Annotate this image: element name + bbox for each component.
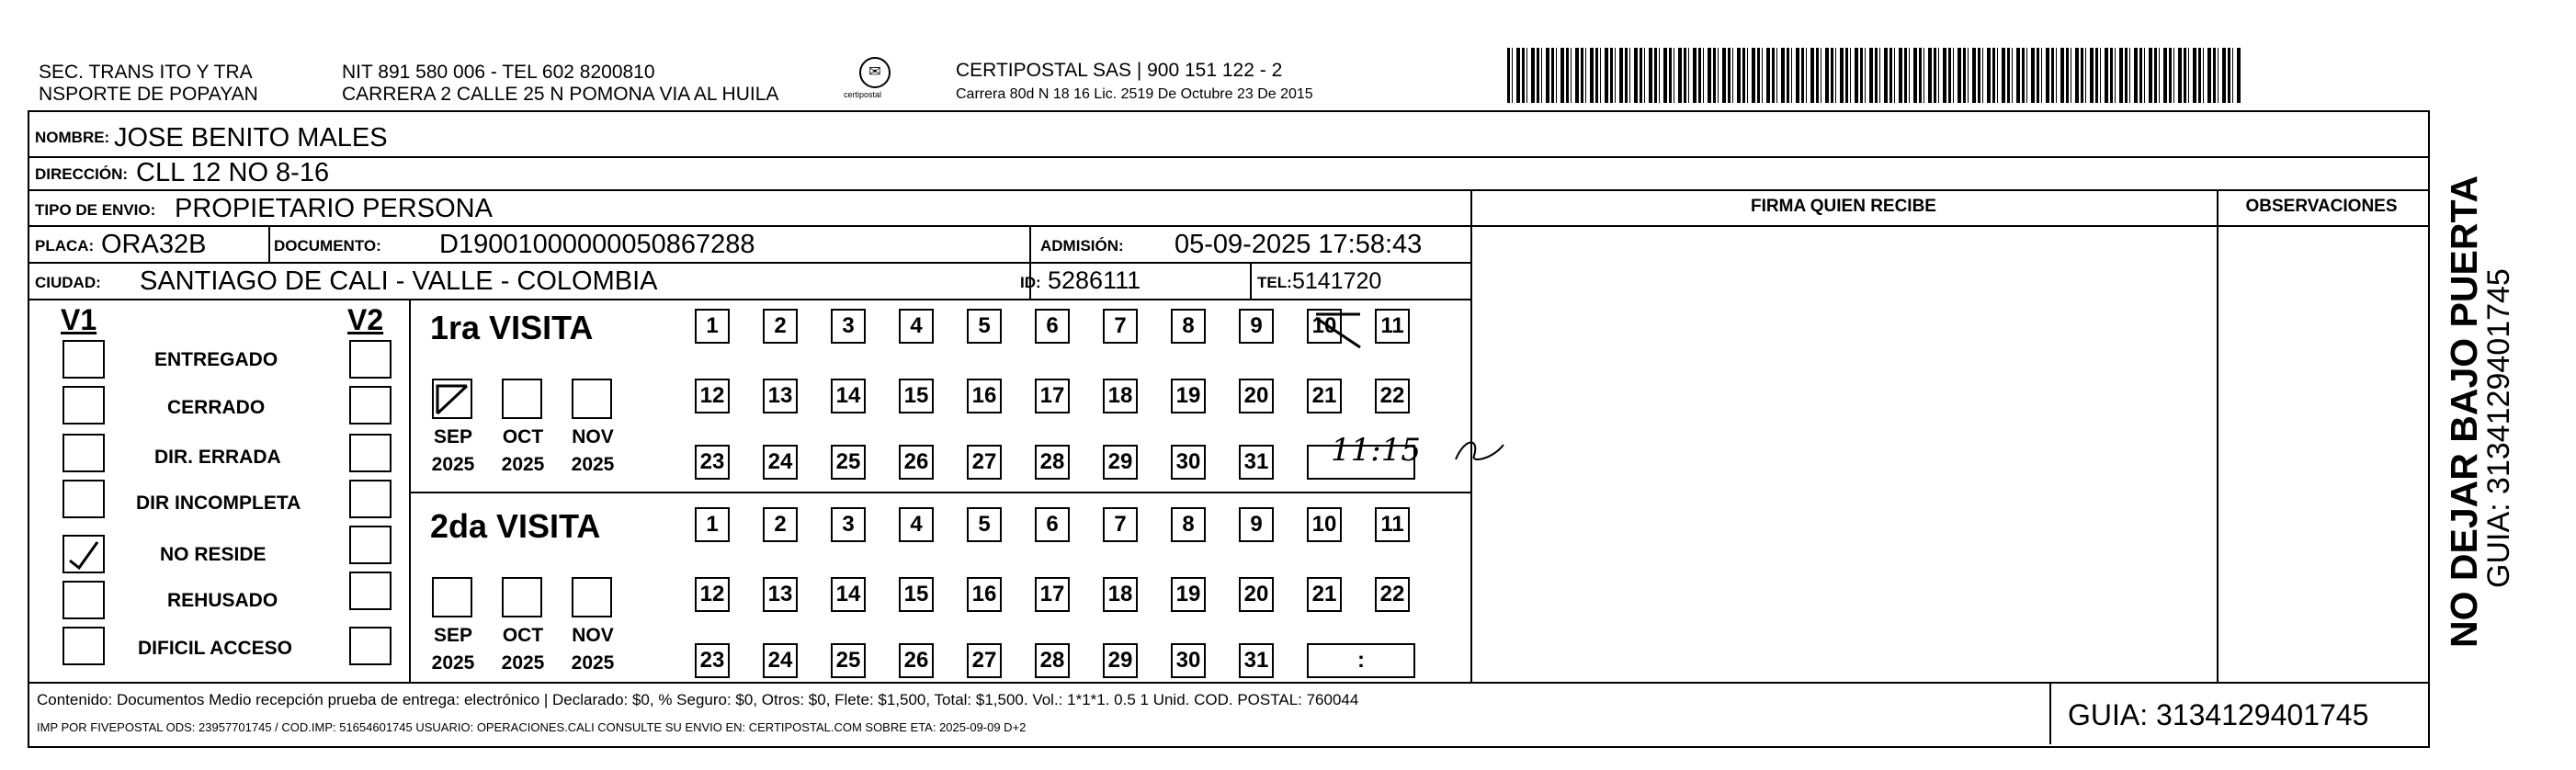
certipostal-logo: ✉ bbox=[859, 57, 891, 88]
day-box[interactable]: 4 bbox=[899, 309, 934, 344]
day-box[interactable]: 27 bbox=[967, 643, 1002, 678]
day-box[interactable]: 13 bbox=[763, 577, 798, 612]
month-checkbox[interactable] bbox=[502, 379, 542, 419]
v2-header: V2 bbox=[347, 303, 384, 336]
day-box[interactable]: 28 bbox=[1035, 643, 1070, 678]
day-box[interactable]: 14 bbox=[831, 379, 866, 413]
year-label: 2025 bbox=[501, 454, 545, 475]
ciudad-value: SANTIAGO DE CALI - VALLE - COLOMBIA bbox=[140, 266, 658, 296]
strike-mark-icon bbox=[1312, 307, 1364, 353]
v1-checkbox[interactable] bbox=[62, 386, 105, 425]
row-divider bbox=[28, 299, 1470, 300]
day-box[interactable]: 17 bbox=[1035, 577, 1070, 612]
sender-line2: NSPORTE DE POPAYAN bbox=[39, 84, 258, 105]
v2-checkbox[interactable] bbox=[349, 340, 392, 379]
day-box[interactable]: 13 bbox=[763, 379, 798, 413]
status-label: NO RESIDE bbox=[160, 544, 267, 565]
tel-value: 5141720 bbox=[1292, 268, 1382, 294]
day-box[interactable]: 22 bbox=[1375, 379, 1410, 413]
firma-header: FIRMA QUIEN RECIBE bbox=[1751, 197, 1936, 216]
day-box[interactable]: 26 bbox=[899, 643, 934, 678]
day-box[interactable]: 1 bbox=[695, 507, 730, 542]
day-box[interactable]: 27 bbox=[967, 445, 1002, 480]
day-box[interactable]: 21 bbox=[1307, 379, 1342, 413]
check-mark-icon bbox=[434, 380, 471, 417]
v1-checkbox[interactable] bbox=[62, 581, 105, 619]
day-box[interactable]: 16 bbox=[967, 379, 1002, 413]
day-box[interactable]: 3 bbox=[831, 507, 866, 542]
day-box[interactable]: 2 bbox=[763, 507, 798, 542]
handwritten-time: 11:15 bbox=[1331, 432, 1421, 469]
day-box[interactable]: 23 bbox=[695, 643, 730, 678]
nombre-value: JOSE BENITO MALES bbox=[114, 123, 388, 153]
day-box[interactable]: 30 bbox=[1171, 643, 1206, 678]
placa-value: ORA32B bbox=[101, 230, 207, 259]
row-divider bbox=[28, 156, 2428, 158]
documento-value: D19001000000050867288 bbox=[439, 230, 755, 259]
day-box[interactable]: 7 bbox=[1103, 309, 1138, 344]
day-box[interactable]: 7 bbox=[1103, 507, 1138, 542]
day-box[interactable]: 25 bbox=[831, 445, 866, 480]
col-divider bbox=[268, 225, 270, 262]
row-divider bbox=[28, 225, 2428, 227]
day-box[interactable]: 26 bbox=[899, 445, 934, 480]
carrier-line1: CERTIPOSTAL SAS | 900 151 122 - 2 bbox=[956, 60, 1283, 81]
logo-text: certipostal bbox=[844, 90, 882, 99]
v2-checkbox[interactable] bbox=[349, 386, 392, 425]
month-label: SEP bbox=[433, 625, 473, 646]
carrier-line2: Carrera 80d N 18 16 Lic. 2519 De Octubre 23 De 2015 bbox=[956, 86, 1313, 102]
v2-checkbox[interactable] bbox=[349, 627, 392, 665]
day-box[interactable]: 15 bbox=[899, 577, 934, 612]
day-box[interactable]: 30 bbox=[1171, 445, 1206, 480]
day-box[interactable]: 5 bbox=[967, 507, 1002, 542]
nit-line1: NIT 891 580 006 - TEL 602 8200810 bbox=[342, 62, 655, 83]
year-label: 2025 bbox=[431, 652, 475, 674]
v2-checkbox[interactable] bbox=[349, 572, 392, 610]
v1-checkbox[interactable] bbox=[62, 434, 105, 472]
month-checkbox[interactable] bbox=[572, 577, 612, 617]
direccion-label: DIRECCIÓN: bbox=[35, 165, 129, 183]
status-label: REHUSADO bbox=[167, 590, 278, 611]
year-label: 2025 bbox=[431, 454, 475, 475]
barcode bbox=[1507, 48, 2242, 103]
month-label: OCT bbox=[502, 426, 544, 447]
day-box[interactable]: 9 bbox=[1239, 309, 1274, 344]
contenido-text: Contenido: Documentos Medio recepción prueba de entrega: electrónico | Declarado: $0, % Seguro: $0, Otros: $0, Flete: $1,500, Total: $1,500. Vol.: 1*1*1. 0.5 1 Unid. COD. POSTAL: 760044 bbox=[37, 691, 1359, 708]
row-divider bbox=[28, 262, 1470, 264]
col-divider bbox=[409, 299, 411, 682]
side-guia: GUIA: 3134129401745 bbox=[2481, 268, 2516, 588]
row-divider bbox=[28, 189, 2428, 191]
documento-label: DOCUMENTO: bbox=[274, 237, 381, 255]
day-box[interactable]: 24 bbox=[763, 643, 798, 678]
day-box[interactable]: 19 bbox=[1171, 379, 1206, 413]
nit-line2: CARRERA 2 CALLE 25 N POMONA VIA AL HUILA bbox=[342, 84, 779, 105]
v1-checkbox-checked[interactable] bbox=[62, 535, 105, 573]
day-box[interactable]: 29 bbox=[1103, 643, 1138, 678]
day-box[interactable]: 10 bbox=[1307, 309, 1342, 344]
day-box[interactable]: 29 bbox=[1103, 445, 1138, 480]
nombre-label: NOMBRE: bbox=[35, 129, 110, 146]
day-box[interactable]: 4 bbox=[899, 507, 934, 542]
month-checkbox[interactable] bbox=[432, 577, 472, 617]
year-label: 2025 bbox=[571, 652, 615, 674]
day-box[interactable]: 1 bbox=[695, 309, 730, 344]
day-box[interactable]: 19 bbox=[1171, 577, 1206, 612]
day-box[interactable]: 20 bbox=[1239, 577, 1274, 612]
day-box[interactable]: 11 bbox=[1375, 507, 1410, 542]
day-box[interactable]: 17 bbox=[1035, 379, 1070, 413]
status-label: ENTREGADO bbox=[154, 349, 278, 370]
day-box[interactable]: 3 bbox=[831, 309, 866, 344]
day-box[interactable]: 24 bbox=[763, 445, 798, 480]
day-box[interactable]: 12 bbox=[695, 577, 730, 612]
day-box[interactable]: 8 bbox=[1171, 507, 1206, 542]
day-box[interactable]: 20 bbox=[1239, 379, 1274, 413]
tel-label: TEL: bbox=[1257, 274, 1292, 291]
sender-line1: SEC. TRANS ITO Y TRA bbox=[39, 62, 253, 83]
day-box[interactable]: 31 bbox=[1239, 445, 1274, 480]
day-box[interactable]: 25 bbox=[831, 643, 866, 678]
tipo-label: TIPO DE ENVIO: bbox=[35, 201, 156, 219]
day-box[interactable]: 6 bbox=[1035, 507, 1070, 542]
handwritten-stroke-icon bbox=[1452, 432, 1507, 469]
v2-checkbox[interactable] bbox=[349, 480, 392, 518]
status-label: DIR INCOMPLETA bbox=[136, 493, 301, 514]
day-box[interactable]: 14 bbox=[831, 577, 866, 612]
day-box[interactable]: 18 bbox=[1103, 379, 1138, 413]
month-checkbox[interactable] bbox=[572, 379, 612, 419]
ciudad-label: CIUDAD: bbox=[35, 274, 101, 291]
month-label: OCT bbox=[502, 625, 544, 646]
id-value: 5286111 bbox=[1048, 266, 1141, 294]
year-label: 2025 bbox=[501, 652, 545, 674]
direccion-value: CLL 12 NO 8-16 bbox=[136, 158, 330, 187]
imp-text: IMP POR FIVEPOSTAL ODS: 23957701745 / COD.IMP: 51654601745 USUARIO: OPERACIONES.CALI CONSULTE SU ENVIO EN: CERTIPOSTAL.COM SOBRE ETA: 2025-09-09 D+2 bbox=[37, 720, 1027, 734]
visit-divider bbox=[409, 492, 1470, 493]
admision-label: ADMISIÓN: bbox=[1040, 237, 1124, 255]
status-label: DIFICIL ACCESO bbox=[138, 638, 293, 659]
day-box[interactable]: 5 bbox=[967, 309, 1002, 344]
observaciones-header: OBSERVACIONES bbox=[2245, 197, 2398, 216]
month-label: SEP bbox=[433, 426, 473, 447]
first-visit-title: 1ra VISITA bbox=[430, 309, 594, 346]
id-label: ID: bbox=[1020, 274, 1041, 291]
no-dejar-bajo-puerta: NO DEJAR BAJO PUERTA bbox=[2443, 175, 2485, 648]
day-box[interactable]: 23 bbox=[695, 445, 730, 480]
status-label: DIR. ERRADA bbox=[154, 447, 281, 468]
col-divider bbox=[2217, 189, 2219, 682]
month-label: NOV bbox=[572, 625, 614, 646]
day-box[interactable]: 31 bbox=[1239, 643, 1274, 678]
day-box[interactable]: 28 bbox=[1035, 445, 1070, 480]
tipo-value: PROPIETARIO PERSONA bbox=[175, 194, 493, 223]
status-label: CERRADO bbox=[167, 397, 266, 418]
v2-checkbox[interactable] bbox=[349, 434, 392, 472]
day-box[interactable]: 9 bbox=[1239, 507, 1274, 542]
second-visit-title: 2da VISITA bbox=[430, 507, 601, 545]
col-divider bbox=[1250, 262, 1252, 299]
day-box[interactable]: 12 bbox=[695, 379, 730, 413]
day-box[interactable]: 11 bbox=[1375, 309, 1410, 344]
guia-box: GUIA: 3134129401745 bbox=[2068, 698, 2369, 731]
admision-value: 05-09-2025 17:58:43 bbox=[1175, 230, 1423, 259]
day-box[interactable]: 21 bbox=[1307, 577, 1342, 612]
time-box[interactable]: : bbox=[1307, 643, 1415, 678]
v2-checkbox[interactable] bbox=[349, 526, 392, 564]
day-box[interactable]: 6 bbox=[1035, 309, 1070, 344]
month-checkbox-checked[interactable] bbox=[432, 379, 472, 419]
day-box[interactable]: 2 bbox=[763, 309, 798, 344]
day-box[interactable]: 18 bbox=[1103, 577, 1138, 612]
day-box[interactable]: 16 bbox=[967, 577, 1002, 612]
col-divider bbox=[2049, 682, 2051, 744]
v1-checkbox[interactable] bbox=[62, 627, 105, 665]
check-mark-icon bbox=[64, 537, 105, 573]
day-box[interactable]: 8 bbox=[1171, 309, 1206, 344]
v1-checkbox[interactable] bbox=[62, 480, 105, 518]
placa-label: PLACA: bbox=[35, 237, 95, 255]
month-label: NOV bbox=[572, 426, 614, 447]
v1-checkbox[interactable] bbox=[62, 340, 105, 379]
v1-header: V1 bbox=[61, 303, 97, 336]
day-box[interactable]: 10 bbox=[1307, 507, 1342, 542]
day-box[interactable]: 15 bbox=[899, 379, 934, 413]
day-box[interactable]: 22 bbox=[1375, 577, 1410, 612]
month-checkbox[interactable] bbox=[502, 577, 542, 617]
row-divider bbox=[28, 682, 2428, 684]
year-label: 2025 bbox=[571, 454, 615, 475]
